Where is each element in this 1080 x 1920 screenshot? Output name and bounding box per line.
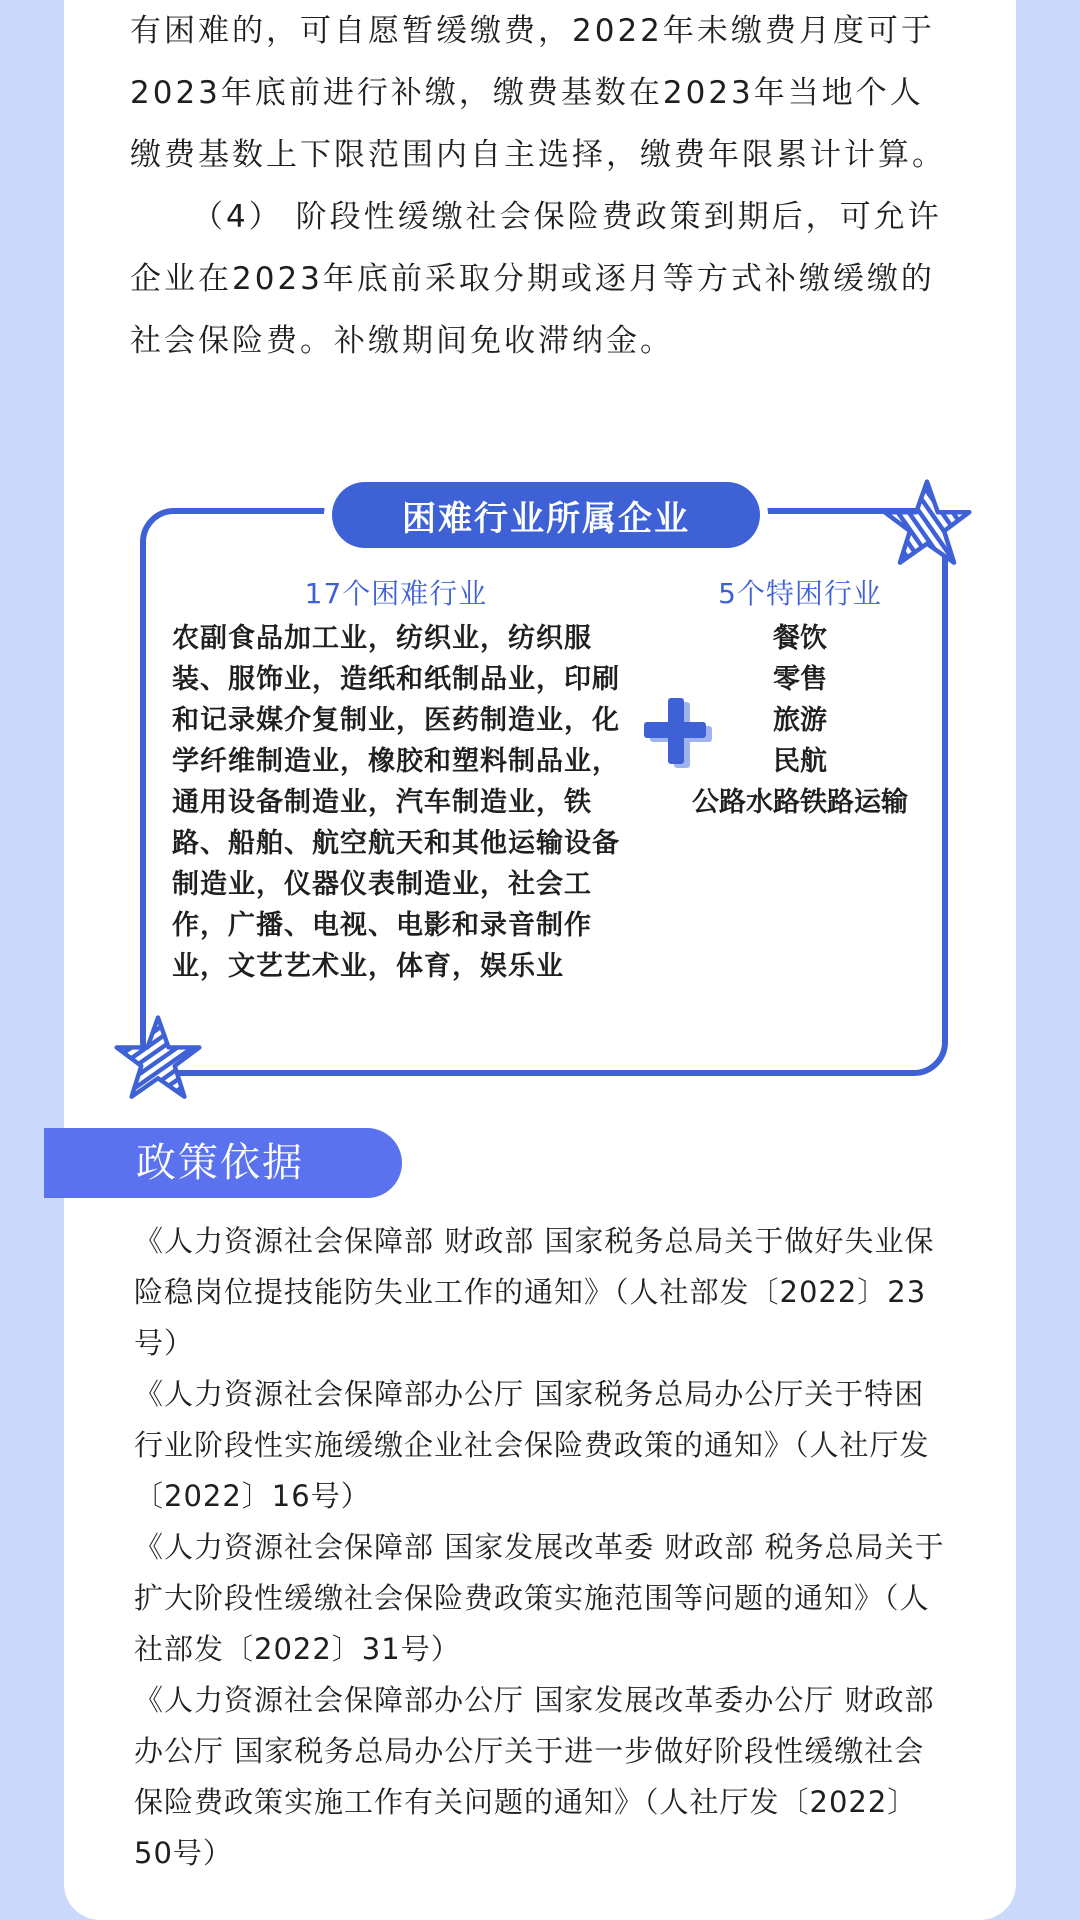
special-industry-item: 旅游 [773, 705, 827, 736]
intro-paragraph-continued: 有困难的，可自愿暂缓缴费，2022年未缴费月度可于2023年底前进行补缴，缴费基数在2023年当地个人缴费基数上下限范围内自主选择，缴费年限累计计算。 [130, 13, 946, 173]
policy-reference: 《人力资源社会保障部 国家发展改革委 财政部 税务总局关于扩大阶段性缓缴社会保险费政策实施范围等问题的通知》（人社部发〔2022〕31号） [134, 1530, 945, 1666]
policy-references [134, 1216, 954, 1879]
difficult-industries-list: 农副食品加工业，纺织业，纺织服装、服饰业，造纸和纸制品业，印刷和记录媒介复制业，医药制造业，化学纤维制造业，橡胶和塑料制品业，通用设备制造业，汽车制造业，铁路、船舶、航空航天和其他运输设备制造业，仪器仪表制造业，社会工作，广播、电视、电影和录音制作业，文艺艺术业，体育，娱乐业 [172, 623, 620, 982]
star-icon [114, 1014, 202, 1102]
star-icon [882, 478, 972, 568]
difficult-industries [172, 572, 620, 987]
difficult-industries-heading: 17个困难行业 [304, 577, 488, 610]
special-industry-item: 民航 [773, 746, 827, 777]
policy-section-title: 政策依据 [44, 1128, 402, 1198]
special-industries-heading: 5个特困行业 [718, 577, 882, 610]
industries-title: 困难行业所属企业 [332, 482, 760, 548]
policy-reference: 《人力资源社会保障部办公厅 国家发展改革委办公厅 财政部办公厅 国家税务总局办公厅关于进一步做好阶段性缓缴社会保险费政策实施工作有关问题的通知》（人社厅发〔2022〕50号） [134, 1683, 935, 1870]
special-industry-item: 零售 [773, 664, 827, 695]
intro-paragraph-4: （4） 阶段性缓缴社会保险费政策到期后，可允许企业在2023年底前采取分期或逐月等方式补缴缓缴的社会保险费。补缴期间免收滞纳金。 [130, 199, 942, 359]
policy-reference: 《人力资源社会保障部办公厅 国家税务总局办公厅关于特困行业阶段性实施缓缴企业社会保险费政策的通知》（人社厅发〔2022〕16号） [134, 1377, 930, 1513]
intro-text [130, 0, 950, 372]
special-industry-item: 餐饮 [773, 623, 827, 654]
policy-reference: 《人力资源社会保障部 财政部 国家税务总局关于做好失业保险稳岗位提技能防失业工作的通知》（人社部发〔2022〕23号） [134, 1224, 935, 1360]
special-industry-item: 公路水路铁路运输 [692, 787, 908, 818]
special-difficult-industries [680, 572, 920, 823]
